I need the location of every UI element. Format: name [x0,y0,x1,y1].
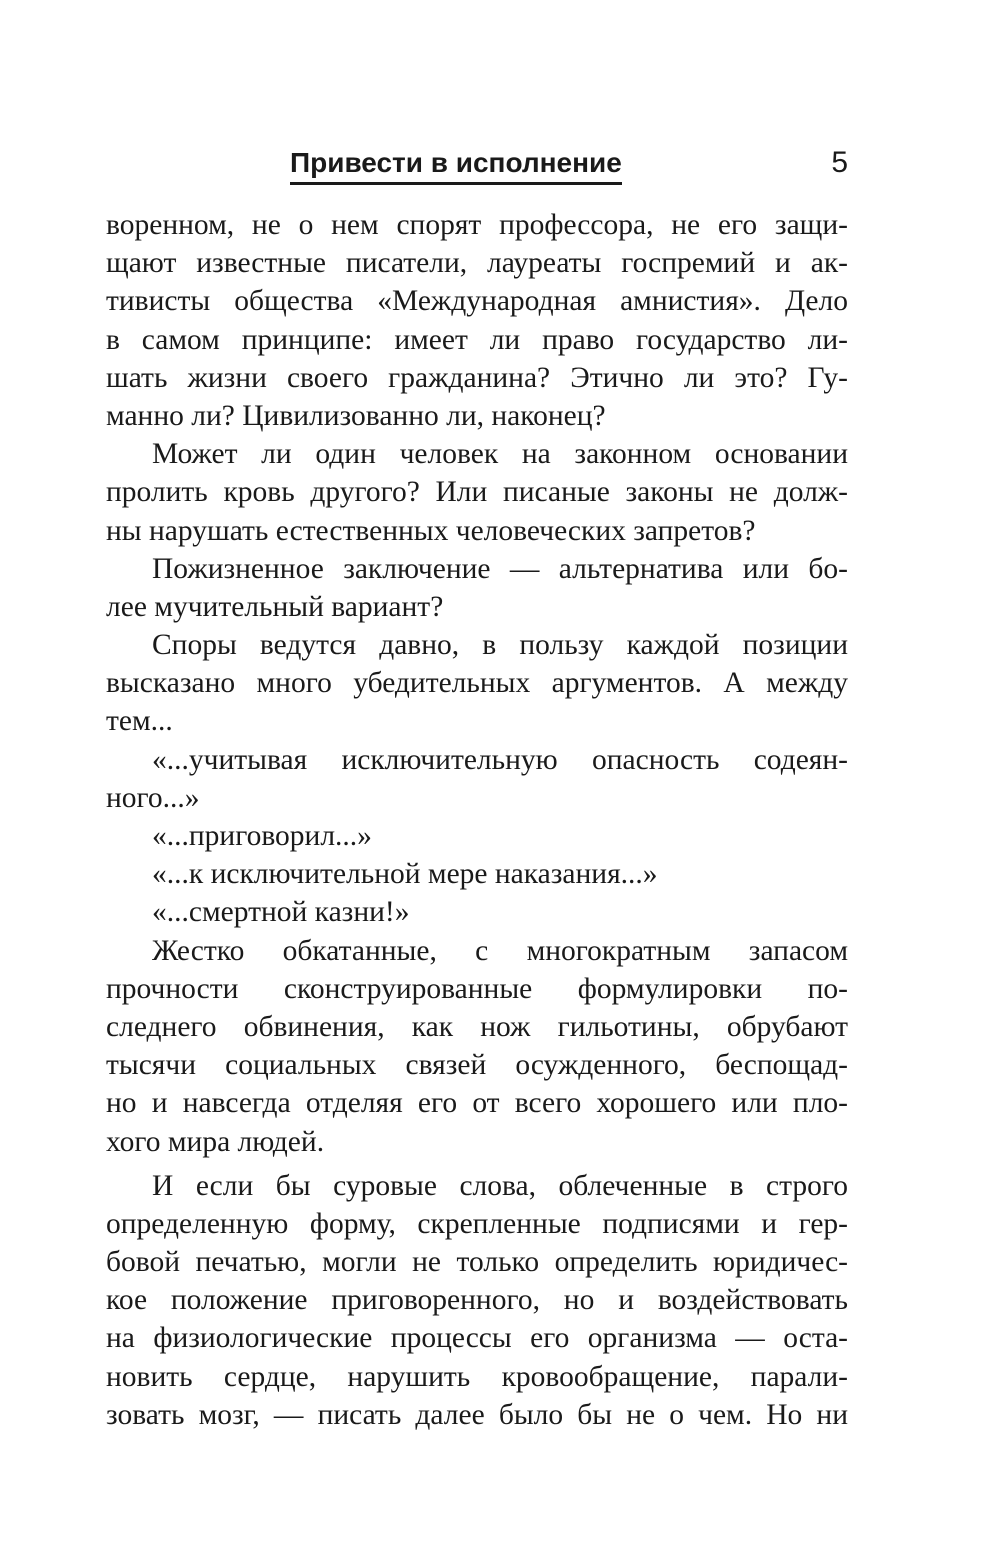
text-line: новить сердце, нарушить кровообращение, парали- [106,1360,848,1393]
text-line: ного...» [106,781,200,814]
text-line: зовать мозг, — писать далее было бы не о чем. Но ни [106,1398,848,1431]
text-line: И если бы суровые слова, облеченные в строго [152,1169,848,1202]
text-line: «...смертной казни!» [152,896,410,929]
text-line: определенную форму, скрепленные подписями и гер- [106,1207,848,1240]
text-line: в самом принципе: имеет ли право государство ли- [106,323,848,356]
text-line: кое положение приговоренного, но и воздействовать [106,1284,848,1317]
text-line: ны нарушать естественных человеческих запретов? [106,514,756,547]
running-head [106,140,848,190]
running-title: Привести в исполнение [290,146,622,185]
text-line: тивисты общества «Международная амнистия». Дело [106,285,848,318]
text-line: хого мира людей. [106,1125,325,1158]
body-text [106,206,848,1434]
text-line: тем... [106,705,173,738]
text-line: воренном, не о нем спорят профессора, не его защи- [106,209,848,241]
text-line: Может ли один человек на законном основании [152,438,848,471]
text-line: высказано много убедительных аргументов. А между [106,667,848,700]
page-number: 5 [831,146,848,179]
text-line: Споры ведутся давно, в пользу каждой позиции [152,629,848,662]
text-line: «...учитывая исключительную опасность содеян- [152,743,848,776]
text-line: пролить кровь другого? Или писаные законы не долж- [106,476,848,509]
text-line: щают известные писатели, лауреаты госпремий и ак- [106,247,848,280]
text-line: Жестко обкатанные, с многократным запасом [152,934,848,967]
text-line: но и навсегда отделяя его от всего хорошего или пло- [106,1087,848,1120]
text-line: Пожизненное заключение — альтернатива или бо- [152,552,848,585]
text-line: тысячи социальных связей осужденного, беспощад- [106,1049,848,1082]
text-line: следнего обвинения, как нож гильотины, обрубают [106,1010,848,1043]
text-line: манно ли? Цивилизованно ли, наконец? [106,399,606,432]
text-line: «...приговорил...» [152,820,372,852]
text-line: «...к исключительной мере наказания...» [152,858,658,891]
text-line: на физиологические процессы его организма — оста- [106,1322,848,1355]
text-line: прочности сконструированные формулировки по- [106,972,848,1005]
text-line: шать жизни своего гражданина? Этично ли это? Гу- [106,361,848,394]
text-line: лее мучительный вариант? [106,590,444,623]
text-line: бовой печатью, могли не только определить юридичес- [106,1246,848,1279]
